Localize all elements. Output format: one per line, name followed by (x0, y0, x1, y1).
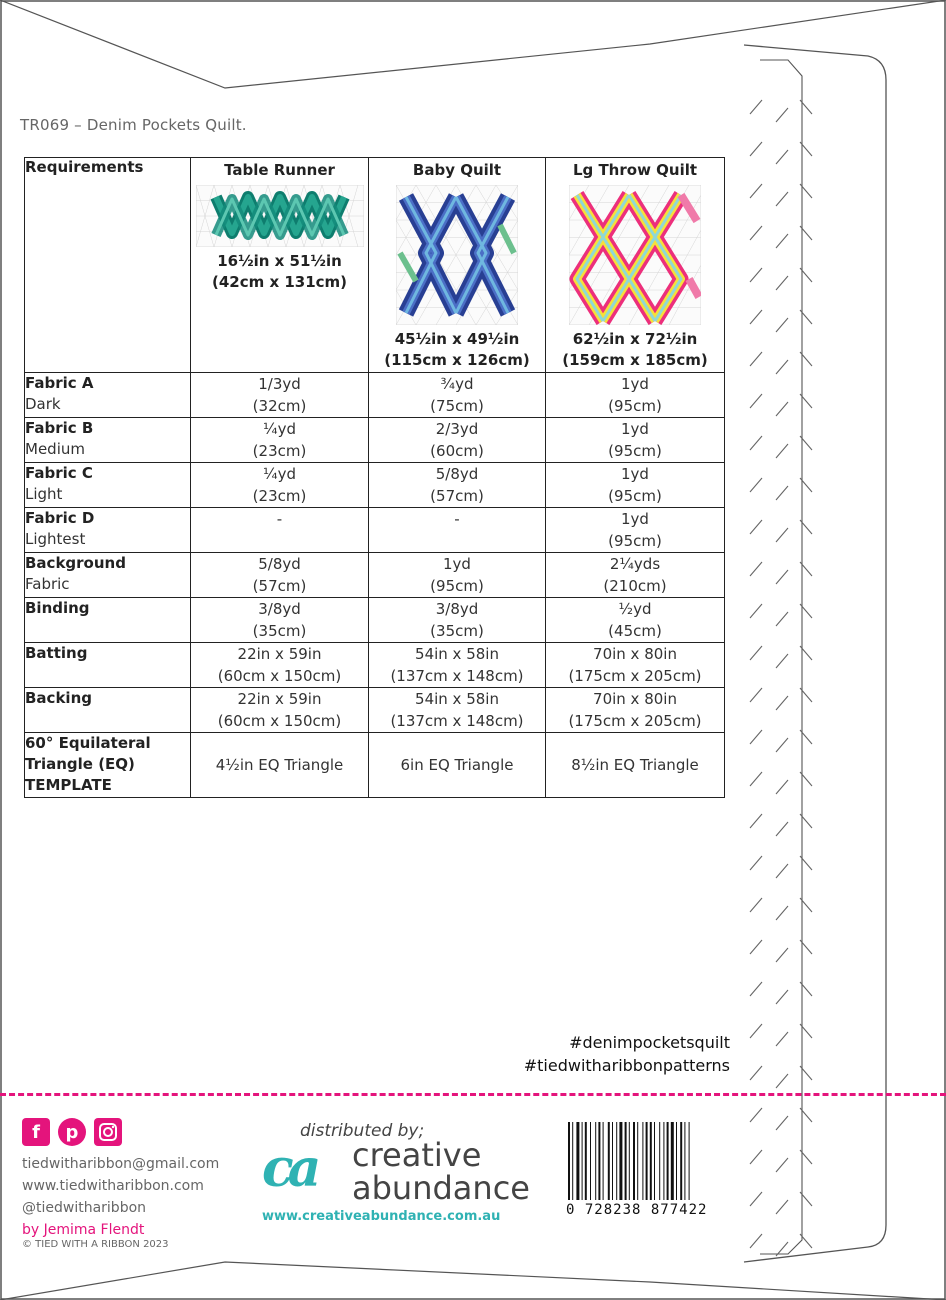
template-row-label (25, 733, 191, 798)
table-cell (191, 463, 369, 508)
table-cell (369, 688, 546, 733)
table-cell (191, 418, 369, 463)
contact-handle[interactable]: @tiedwitharibbon (22, 1200, 147, 1216)
cell-metric: (137cm x 148cm) (390, 667, 524, 685)
row-label-main: Batting (25, 644, 88, 662)
dashed-divider (0, 1093, 946, 1096)
lg-throw-quilt-image (569, 185, 701, 325)
cell-metric: (60cm x 150cm) (217, 712, 342, 730)
row-label-main: Fabric D (25, 509, 95, 527)
row-label (25, 508, 191, 553)
row-label-main: Fabric B (25, 419, 94, 437)
row-label-main: Background (25, 554, 126, 572)
cell-amount: ¼yd (263, 465, 296, 483)
row-label-main: Binding (25, 599, 90, 617)
table-cell (191, 598, 369, 643)
row-label-sub: Fabric (25, 575, 70, 593)
cell-metric: (45cm) (608, 622, 662, 640)
row-label (25, 643, 191, 688)
row-label (25, 418, 191, 463)
row-label-sub: Light (25, 485, 63, 503)
cell-metric: (210cm) (603, 577, 667, 595)
table-cell (546, 643, 725, 688)
cell-amount: 1yd (443, 555, 471, 573)
contact-email[interactable]: tiedwitharibbon@gmail.com (22, 1156, 220, 1172)
cell-amount: 1/3yd (258, 375, 301, 393)
row-label-main: Backing (25, 689, 92, 707)
cell-amount: 5/8yd (435, 465, 479, 483)
cell-amount: 5/8yd (258, 555, 301, 573)
designer-credit: by Jemima Flendt (22, 1222, 145, 1238)
cell-amount: ½yd (618, 600, 652, 618)
cell-amount: 3/8yd (435, 600, 479, 618)
cell-metric: (60cm) (430, 442, 484, 460)
column-name: Lg Throw Quilt (572, 161, 698, 179)
row-label-sub: Medium (25, 440, 85, 458)
cell-metric: (95cm) (608, 532, 662, 550)
contact-info (22, 1153, 219, 1241)
table-cell (191, 508, 369, 553)
requirements-rows (25, 373, 725, 733)
barcode-number: 0 728238 877422 (566, 1202, 708, 1218)
table-cell (546, 373, 725, 418)
hashtags (524, 1031, 730, 1077)
row-label (25, 598, 191, 643)
size-inches: 62½in x 72½in (572, 330, 698, 348)
table-cell (546, 508, 725, 553)
cell-amount: 1yd (621, 375, 649, 393)
table-cell (369, 418, 546, 463)
hashtag: #tiedwitharibbonpatterns (523, 1056, 730, 1075)
baby-quilt-image (396, 185, 518, 325)
facebook-icon[interactable]: f (22, 1118, 50, 1146)
cell-metric: (175cm x 205cm) (568, 712, 702, 730)
row-label-main: Fabric C (25, 464, 93, 482)
table-cell (369, 553, 546, 598)
table-cell (546, 598, 725, 643)
table-row (25, 688, 725, 733)
cell-amount: 54in x 58in (415, 690, 499, 708)
row-label-sub: Lightest (25, 530, 86, 548)
column-baby-quilt (369, 158, 546, 373)
label-line: TEMPLATE (25, 776, 112, 794)
table-cell (191, 688, 369, 733)
cell-amount: 3/8yd (258, 600, 301, 618)
hashtag: #denimpocketsquilt (569, 1033, 730, 1052)
cell-metric: (23cm) (252, 487, 307, 505)
table-runner-size (191, 251, 368, 294)
row-label (25, 688, 191, 733)
template-row (25, 733, 725, 798)
cell-metric: (35cm) (252, 622, 307, 640)
table-row (25, 553, 725, 598)
size-cm: (159cm x 185cm) (562, 351, 708, 369)
table-cell (546, 463, 725, 508)
table-cell (546, 553, 725, 598)
creative-abundance-logo-mark: ca (262, 1138, 316, 1199)
row-label-main: Fabric A (25, 374, 94, 392)
cell-amount: 1yd (621, 420, 649, 438)
column-table-runner (191, 158, 369, 373)
table-cell (369, 643, 546, 688)
label-line: 60° Equilateral (25, 734, 151, 752)
instagram-icon[interactable] (94, 1118, 122, 1146)
requirements-table (24, 157, 725, 798)
table-row (25, 508, 725, 553)
distributor-name-line2: abundance (352, 1169, 530, 1207)
table-cell (369, 373, 546, 418)
cell-amount: 22in x 59in (237, 690, 322, 708)
cell-amount: 1yd (621, 510, 649, 528)
template-value: 6in EQ Triangle (369, 733, 546, 798)
cell-metric: (95cm) (430, 577, 484, 595)
table-row (25, 643, 725, 688)
column-name: Baby Quilt (412, 161, 502, 179)
size-inches: 16½in x 51½in (217, 252, 342, 270)
table-row (25, 598, 725, 643)
column-name: Table Runner (224, 161, 335, 179)
table-row (25, 373, 725, 418)
label-line: Triangle (EQ) (25, 755, 135, 773)
cell-metric: (75cm) (430, 397, 484, 415)
baby-quilt-size (369, 329, 545, 372)
table-cell (369, 463, 546, 508)
cell-metric: (35cm) (430, 622, 484, 640)
contact-website[interactable]: www.tiedwitharibbon.com (22, 1178, 204, 1194)
cell-metric: (57cm) (430, 487, 484, 505)
pinterest-icon[interactable]: p (58, 1118, 86, 1146)
cell-amount: 54in x 58in (415, 645, 499, 663)
table-header-row (25, 158, 725, 373)
cell-metric: - (276, 510, 283, 528)
cell-amount: 70in x 80in (593, 690, 677, 708)
cell-metric: (57cm) (252, 577, 307, 595)
size-cm: (42cm x 131cm) (211, 273, 348, 291)
table-row (25, 463, 725, 508)
barcode (568, 1122, 732, 1202)
table-cell (369, 508, 546, 553)
table-runner-quilt-image (196, 185, 364, 247)
table-cell (191, 373, 369, 418)
cell-metric: - (454, 510, 460, 528)
table-cell (191, 643, 369, 688)
row-label (25, 553, 191, 598)
size-cm: (115cm x 126cm) (384, 351, 530, 369)
distributor-name-line1: creative (352, 1136, 482, 1174)
table-row (25, 418, 725, 463)
requirements-header: Requirements (25, 158, 191, 373)
table-cell (191, 553, 369, 598)
table-cell (369, 598, 546, 643)
cell-amount: 1yd (621, 465, 649, 483)
social-icons (22, 1118, 122, 1146)
cell-amount: 22in x 59in (237, 645, 322, 663)
cell-metric: (95cm) (608, 487, 662, 505)
cell-metric: (95cm) (608, 442, 662, 460)
cell-amount: ¼yd (263, 420, 296, 438)
template-value: 4½in EQ Triangle (191, 733, 369, 798)
table-cell (546, 688, 725, 733)
size-inches: 45½in x 49½in (394, 330, 520, 348)
cell-amount: 70in x 80in (593, 645, 677, 663)
cell-metric: (175cm x 205cm) (568, 667, 702, 685)
distributor-url[interactable]: www.creativeabundance.com.au (262, 1209, 501, 1224)
copyright: © TIED WITH A RIBBON 2023 (22, 1239, 169, 1250)
cell-amount: 2/3yd (435, 420, 479, 438)
template-value: 8½in EQ Triangle (546, 733, 725, 798)
cell-amount: ¾yd (440, 375, 474, 393)
pattern-code-title: TR069 – Denim Pockets Quilt. (20, 116, 247, 134)
row-label (25, 373, 191, 418)
cell-metric: (137cm x 148cm) (390, 712, 524, 730)
cell-metric: (32cm) (252, 397, 307, 415)
lg-throw-quilt-size (546, 329, 724, 372)
distributed-by-label: distributed by; (300, 1121, 425, 1141)
column-lg-throw-quilt (546, 158, 725, 373)
row-label-sub: Dark (25, 395, 61, 413)
cell-metric: (60cm x 150cm) (217, 667, 342, 685)
cell-amount: 2¼yds (609, 555, 661, 573)
row-label (25, 463, 191, 508)
cell-metric: (23cm) (252, 442, 307, 460)
table-cell (546, 418, 725, 463)
cell-metric: (95cm) (608, 397, 662, 415)
